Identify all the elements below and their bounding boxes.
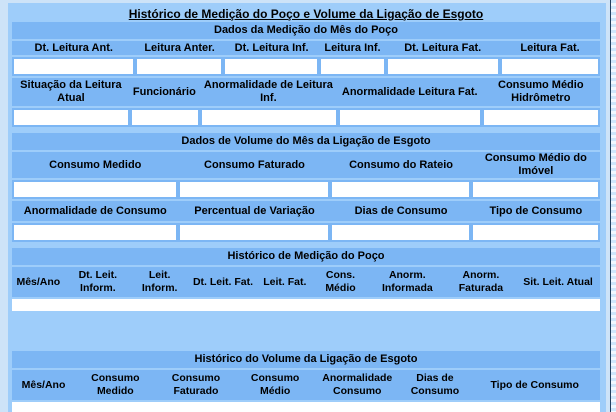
section-hist-volume: [12, 351, 600, 412]
field-cell: [132, 110, 198, 125]
volume-row2-fields: [12, 223, 600, 242]
page-title: Histórico de Medição do Poço e Volume da Ligação de Esgoto: [128, 7, 484, 21]
col-dt-leit-fat: Dt. Leit. Fat.: [192, 275, 254, 288]
col-mes-ano: Mês/Ano: [21, 378, 66, 391]
col-cons-medio: Cons. Médio: [325, 269, 356, 294]
section-header-dados-volume: Dados de Volume do Mês da Ligação de Esgoto: [12, 133, 600, 150]
col-consumo-faturado: Consumo Faturado: [171, 372, 221, 397]
label-anormalidade-consumo: Anormalidade de Consumo: [23, 204, 167, 217]
col-leit-fat: Leit. Fat.: [263, 275, 307, 288]
section-header-hist-volume: Histórico do Volume da Ligação de Esgoto: [12, 351, 600, 368]
col-mes-ano: Mês/Ano: [16, 275, 61, 288]
consumo-rateio-input[interactable]: [332, 182, 469, 197]
col-leit-inform: Leit. Inform.: [141, 269, 178, 294]
funcionario-input[interactable]: [132, 110, 198, 125]
field-cell: [137, 59, 221, 74]
field-cell: [340, 110, 479, 125]
col-anorm-informada: Anorm. Informada: [381, 269, 433, 294]
section-gap: [12, 317, 600, 351]
section-header-dados-medicao: Dados da Medição do Mês do Poço: [12, 22, 600, 39]
field-cell: [321, 59, 384, 74]
label-leitura-anter: Leitura Anter.: [144, 41, 215, 54]
col-dt-leit-inform: Dt. Leit. Inform.: [78, 269, 118, 294]
anormalidade-consumo-input[interactable]: [14, 225, 176, 240]
field-cell: [14, 59, 133, 74]
anormalidade-leitura-fat-input[interactable]: [340, 110, 479, 125]
col-dias-consumo: Dias de Consumo: [410, 372, 460, 397]
field-cell: [14, 182, 176, 197]
label-leitura-inf: Leitura Inf.: [324, 41, 381, 54]
label-anormalidade-leitura-inf: Anormalidade de Leitura Inf.: [203, 79, 333, 104]
dt-leitura-inf-input[interactable]: [225, 59, 317, 74]
label-situacao-leitura-atual: Situação da Leitura Atual: [20, 79, 122, 104]
field-cell: [180, 225, 328, 240]
dias-consumo-input[interactable]: [332, 225, 469, 240]
volume-row1-labels: [12, 152, 600, 178]
hist-volume-header-row: [12, 370, 600, 400]
percentual-variacao-input[interactable]: [180, 225, 328, 240]
consumo-medio-imovel-input[interactable]: [473, 182, 598, 197]
medicao-row1-labels: [12, 41, 600, 55]
medicao-row2-labels: [12, 78, 600, 106]
field-cell: [14, 225, 176, 240]
label-consumo-medio-imovel: Consumo Médio do Imóvel: [484, 152, 587, 177]
col-anormalidade-consumo: Anormalidade Consumo: [322, 372, 393, 397]
main-panel: [8, 3, 606, 412]
label-dt-leitura-fat: Dt. Leitura Fat.: [404, 41, 482, 54]
section-hist-medicao: [12, 248, 600, 311]
field-cell: [484, 110, 598, 125]
col-consumo-medido: Consumo Medido: [91, 372, 140, 397]
consumo-medio-hidrometro-input[interactable]: [484, 110, 598, 125]
volume-row2-labels: [12, 201, 600, 221]
tipo-consumo-input[interactable]: [473, 225, 598, 240]
vertical-scrollbar[interactable]: [610, 0, 616, 412]
field-cell: [473, 225, 598, 240]
label-consumo-faturado: Consumo Faturado: [204, 158, 305, 171]
label-tipo-consumo: Tipo de Consumo: [489, 204, 583, 217]
field-cell: [202, 110, 337, 125]
field-cell: [332, 182, 469, 197]
medicao-row1-fields: [12, 57, 600, 76]
hist-volume-empty-body: [12, 402, 600, 412]
hist-medicao-header-row: [12, 267, 600, 297]
medicao-row2-fields: [12, 108, 600, 127]
field-cell: [180, 182, 328, 197]
label-consumo-rateio: Consumo do Rateio: [349, 158, 453, 171]
dt-leitura-fat-input[interactable]: [388, 59, 498, 74]
field-cell: [502, 59, 598, 74]
dt-leitura-ant-input[interactable]: [14, 59, 133, 74]
anormalidade-leitura-inf-input[interactable]: [202, 110, 337, 125]
field-cell: [388, 59, 498, 74]
consumo-faturado-input[interactable]: [180, 182, 328, 197]
label-dt-leitura-inf: Dt. Leitura Inf.: [234, 41, 309, 54]
col-consumo-medio: Consumo Médio: [250, 372, 300, 397]
field-cell: [225, 59, 317, 74]
leitura-anter-input[interactable]: [137, 59, 221, 74]
col-tipo-consumo: Tipo de Consumo: [490, 378, 579, 391]
label-anormalidade-leitura-fat: Anormalidade Leitura Fat.: [341, 85, 478, 98]
label-dt-leitura-ant: Dt. Leitura Ant.: [34, 41, 113, 54]
field-cell: [473, 182, 598, 197]
leitura-inf-input[interactable]: [321, 59, 384, 74]
section-header-hist-medicao: Histórico de Medição do Poço: [12, 248, 600, 265]
leitura-fat-input[interactable]: [502, 59, 598, 74]
field-cell: [14, 110, 128, 125]
volume-row1-fields: [12, 180, 600, 199]
label-consumo-medio-hidrometro: Consumo Médio Hidrômetro: [498, 79, 584, 104]
section-dados-medicao: [12, 22, 600, 127]
consumo-medido-input[interactable]: [14, 182, 176, 197]
label-dias-consumo: Dias de Consumo: [354, 204, 448, 217]
section-dados-volume: [12, 133, 600, 242]
label-funcionario: Funcionário: [132, 85, 196, 98]
label-consumo-medido: Consumo Medido: [49, 158, 142, 171]
hist-medicao-empty-body: [12, 299, 600, 311]
col-anorm-faturada: Anorm. Faturada: [458, 269, 504, 294]
label-leitura-fat: Leitura Fat.: [520, 41, 580, 54]
col-sit-leit-atual: Sit. Leit. Atual: [523, 275, 593, 288]
situacao-leitura-atual-input[interactable]: [14, 110, 128, 125]
label-percentual-variacao: Percentual de Variação: [194, 204, 315, 217]
field-cell: [332, 225, 469, 240]
